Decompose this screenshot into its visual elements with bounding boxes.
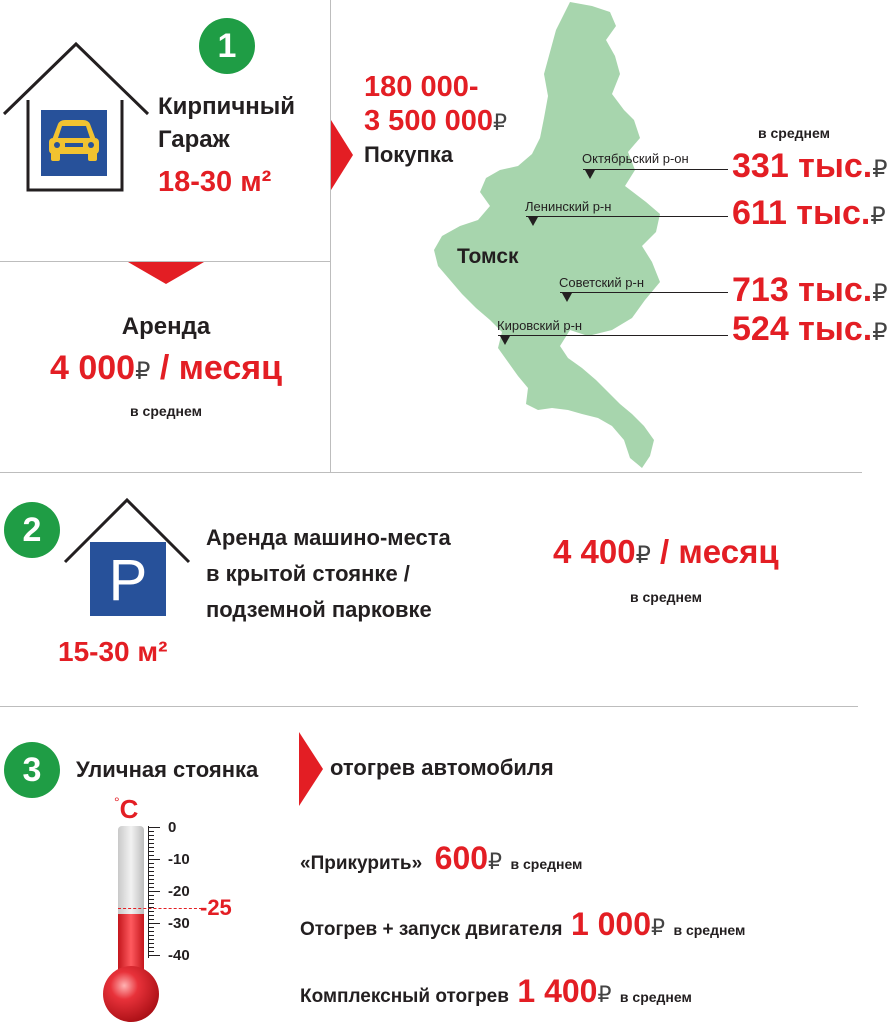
parking-sign-icon: P <box>108 548 148 613</box>
district-price-kirovsky: 524 тыс.₽ <box>732 310 887 348</box>
section2-avg: в среднем <box>630 589 702 605</box>
service-name: Отогрев + запуск двигателя <box>300 919 563 940</box>
thermo-minor-tick <box>148 947 154 948</box>
section2-title-line2: в крытой стоянке / <box>206 561 410 586</box>
section2-area: 15-30 м² <box>58 636 168 667</box>
thermo-minor-tick <box>148 951 154 952</box>
thermo-unit-letter: C <box>119 794 139 824</box>
purchase-range-line2: 3 500 000 <box>364 105 494 137</box>
thermo-minor-tick <box>148 843 154 844</box>
section2-badge: 2 <box>4 502 60 558</box>
rent-price <box>0 349 332 388</box>
arrow-right-icon <box>299 732 323 806</box>
service-price: 1 400 <box>517 973 598 1009</box>
divider-section2-3 <box>0 706 858 707</box>
section2-title <box>206 520 451 628</box>
district-leader-leninsky <box>526 216 728 217</box>
arrow-down-icon <box>128 262 204 284</box>
thermo-tick-label: 0 <box>168 819 177 836</box>
thermo-minor-tick <box>148 863 154 864</box>
rent-price-unit: / месяц <box>150 349 282 387</box>
district-leader-oktyabrsky <box>583 169 728 170</box>
service-currency: ₽ <box>651 915 666 940</box>
thermo-minor-tick <box>148 855 154 856</box>
divider-section1-2 <box>0 472 862 473</box>
thermo-unit <box>114 794 138 825</box>
map-marker-icon <box>562 293 572 302</box>
garage-title-line1: Кирпичный <box>158 93 295 120</box>
district-price-oktyabrsky: 331 тыс.₽ <box>732 147 887 185</box>
thermo-marker-line <box>118 908 202 909</box>
garage-icon <box>0 40 160 200</box>
thermo-major-tick <box>148 891 160 892</box>
rent-currency: ₽ <box>135 358 151 385</box>
arrow-right-icon <box>331 120 353 190</box>
section2-currency: ₽ <box>635 542 651 569</box>
service-row-prikurit <box>300 840 582 877</box>
section2-title-line3: подземной парковке <box>206 597 432 622</box>
purchase-currency: ₽ <box>493 110 508 135</box>
thermo-minor-tick <box>148 931 154 932</box>
thermo-minor-tick <box>148 875 154 876</box>
service-price: 600 <box>434 840 489 876</box>
thermo-minor-tick <box>148 935 154 936</box>
service-row-kompleksny <box>300 973 692 1010</box>
service-row-otogrev-zapusk <box>300 906 745 943</box>
thermo-tick-label: -10 <box>168 851 190 868</box>
district-leader-sovetsky <box>560 292 728 293</box>
district-label-leninsky: Ленинский р-н <box>525 199 612 214</box>
thermo-minor-tick <box>148 871 154 872</box>
thermo-minor-tick <box>148 939 154 940</box>
map-city-label: Томск <box>457 245 519 268</box>
thermo-minor-tick <box>148 879 154 880</box>
thermo-minor-tick <box>148 851 154 852</box>
purchase-label: Покупка <box>364 142 454 167</box>
section2-price-value: 4 400 <box>553 533 636 570</box>
thermo-tick-label: -30 <box>168 915 190 932</box>
thermo-minor-tick <box>148 883 154 884</box>
district-price-sovetsky: 713 тыс.₽ <box>732 271 887 309</box>
service-title: отогрев автомобиля <box>330 755 554 780</box>
thermo-major-tick <box>148 859 160 860</box>
thermo-minor-tick <box>148 839 154 840</box>
thermo-tick-label: -40 <box>168 947 190 964</box>
service-currency: ₽ <box>488 849 503 874</box>
section3-badge: 3 <box>4 742 60 798</box>
thermo-marker-label: -25 <box>200 895 232 920</box>
rent-label: Аренда <box>121 313 211 340</box>
map-marker-icon <box>528 217 538 226</box>
service-avg: в среднем <box>673 922 746 938</box>
thermo-minor-tick <box>148 903 154 904</box>
section1-badge: 1 <box>199 18 255 74</box>
thermo-minor-tick <box>148 899 154 900</box>
section2-price-unit: / месяц <box>650 533 779 570</box>
purchase-range <box>364 70 507 140</box>
garage-title <box>158 90 295 156</box>
service-avg: в среднем <box>510 856 583 872</box>
section2-title-line1: Аренда машино-места <box>206 525 451 550</box>
district-label-sovetsky: Советский р-н <box>559 275 645 290</box>
thermo-minor-tick <box>148 915 154 916</box>
thermo-minor-tick <box>148 927 154 928</box>
district-label-kirovsky: Кировский р-н <box>497 318 583 333</box>
thermo-tick-label: -20 <box>168 883 190 900</box>
thermo-minor-tick <box>148 847 154 848</box>
garage-title-line2: Гараж <box>158 126 230 153</box>
section2-price <box>553 533 779 571</box>
thermo-minor-tick <box>148 919 154 920</box>
thermo-major-tick <box>148 955 160 956</box>
garage-area: 18-30 м² <box>158 166 272 198</box>
thermo-minor-tick <box>148 887 154 888</box>
service-avg: в среднем <box>619 989 692 1005</box>
service-name: «Прикурить» <box>300 853 423 874</box>
rent-price-value: 4 000 <box>50 349 136 387</box>
thermo-minor-tick <box>148 867 154 868</box>
section3-title: Уличная стоянка <box>76 757 259 782</box>
thermo-degree: ° <box>114 794 120 810</box>
map-avg: в среднем <box>758 125 830 141</box>
thermo-minor-tick <box>148 831 154 832</box>
service-price: 1 000 <box>570 906 652 942</box>
map-marker-icon <box>500 336 510 345</box>
thermo-minor-tick <box>148 895 154 896</box>
service-name: Комплексный отогрев <box>300 986 509 1007</box>
thermo-minor-tick <box>148 911 154 912</box>
thermo-major-tick <box>148 923 160 924</box>
thermo-minor-tick <box>148 835 154 836</box>
purchase-range-line1: 180 000- <box>364 71 479 103</box>
district-price-leninsky: 611 тыс.₽ <box>732 194 886 232</box>
district-label-oktyabrsky: Октябрьский р-он <box>582 151 689 166</box>
rent-avg: в среднем <box>130 403 202 419</box>
district-leader-kirovsky <box>498 335 728 336</box>
service-currency: ₽ <box>597 982 612 1007</box>
thermo-minor-tick <box>148 943 154 944</box>
parking-icon <box>62 496 202 620</box>
divider-vertical-top <box>330 0 331 472</box>
map-marker-icon <box>585 170 595 179</box>
thermo-major-tick <box>148 827 160 828</box>
